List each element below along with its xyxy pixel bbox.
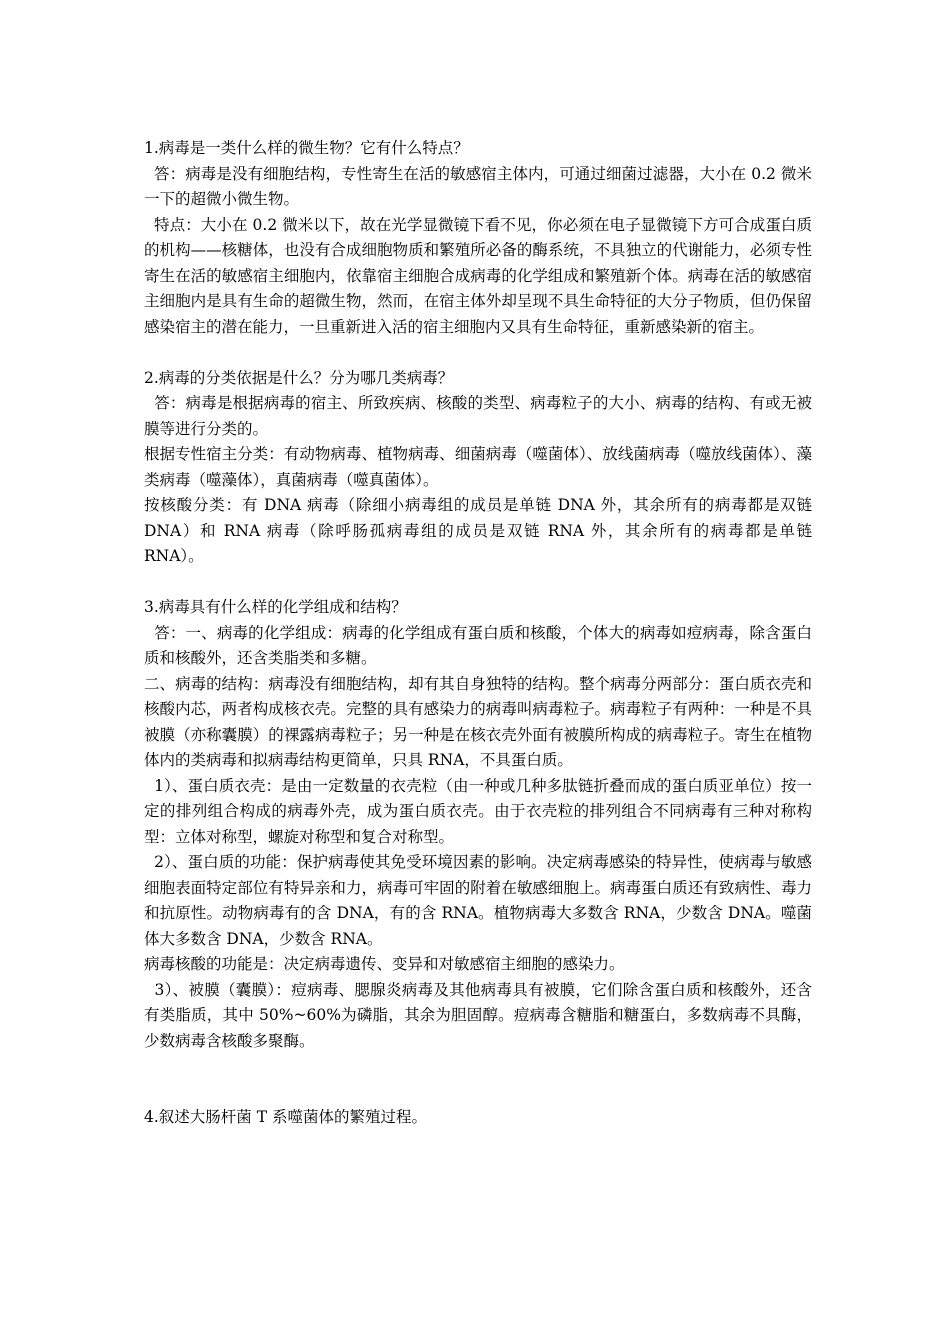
question-4-title: 4.叙述大肠杆菌 T 系噬菌体的繁殖过程。 [144, 1108, 427, 1126]
question-3-nucleic-function: 病毒核酸的功能是：决定病毒遗传、变异和对敏感宿主细胞的感染力。 [144, 955, 625, 973]
question-1-title: 1.病毒是一类什么样的微生物？它有什么特点？ [144, 139, 469, 157]
question-3-title: 3.病毒具有什么样的化学组成和结构？ [144, 598, 407, 616]
question-3-item-1: 1）、蛋白质衣壳：是由一定数量的衣壳粒（由一种或几种多肽链折叠而成的蛋白质亚单位）按一定的排列组合构成的病毒外壳，成为蛋白质衣壳。由于衣壳粒的排列组合不同病毒有三种对称构型：立体对称型，螺旋对称型和复合对称型。 [144, 776, 812, 846]
question-3-item-3: 3）、被膜（囊膜）：痘病毒、腮腺炎病毒及其他病毒具有被膜，它们除含蛋白质和核酸外，还含有类脂质，其中 50%~60%为磷脂，其余为胆固醇。痘病毒含糖脂和糖蛋白，多数病毒不具酶，少数病毒含核酸多聚酶。 [144, 980, 812, 1050]
question-2-by-host: 根据专性宿主分类：有动物病毒、植物病毒、细菌病毒（噬菌体）、放线菌病毒（噬放线菌体）、藻类病毒（噬藻体），真菌病毒（噬真菌体）。 [144, 445, 812, 489]
spacer [144, 570, 812, 596]
question-2-title: 2.病毒的分类依据是什么？分为哪几类病毒？ [144, 368, 454, 387]
spacer [144, 340, 812, 366]
question-3-item-2: 2）、蛋白质的功能：保护病毒使其免受环境因素的影响。决定病毒感染的特异性，使病毒与敏感细胞表面特定部位有特异亲和力，病毒可牢固的附着在敏感细胞上。病毒蛋白质还有致病性、毒力和抗原性。动物病毒有的含 DNA，有的含 RNA。植物病毒大多数含 RNA，少数含 DNA。噬菌体大多数含 DNA，少数含 RNA。 [144, 853, 812, 948]
question-1-features: 特点：大小在 0.2 微米以下，故在光学显微镜下看不见，你必须在电子显微镜下方可合成蛋白质的机构——核糖体，也没有合成细胞物质和繁殖所必备的酶系统，不具独立的代谢能力，必须专性寄生在活的敏感宿主细胞内，依靠宿主细胞合成病毒的化学组成和繁殖新个体。病毒在活的敏感宿主细胞内是具有生命的超微生物，然而，在宿主体外却呈现不具生命特征的大分子物质，但仍保留感染宿主的潜在能力，一旦重新进入活的宿主细胞内又具有生命特征，重新感染新的宿主。 [144, 215, 812, 336]
question-2-answer: 答：病毒是根据病毒的宿主、所致疾病、核酸的类型、病毒粒子的大小、病毒的结构、有或无被膜等进行分类的。 [144, 394, 812, 438]
question-3-answer: 答：一、病毒的化学组成：病毒的化学组成有蛋白质和核酸，个体大的病毒如痘病毒，除含蛋白质和核酸外，还含类脂类和多糖。 [144, 623, 812, 667]
document-page [144, 136, 817, 1131]
spacer [144, 1054, 812, 1105]
question-1-answer: 答：病毒是没有细胞结构，专性寄生在活的敏感宿主体内，可通过细菌过滤器，大小在 0.2 微米一下的超微小微生物。 [144, 164, 812, 208]
question-3-structure: 二、病毒的结构：病毒没有细胞结构，却有其自身独特的结构。整个病毒分两部分：蛋白质衣壳和核酸内芯，两者构成核衣壳。完整的具有感染力的病毒叫病毒粒子。病毒粒子有两种：一种是不具被膜（亦称囊膜）的裸露病毒粒子；另一种是在核衣壳外面有被膜所构成的病毒粒子。寄生在植物体内的类病毒和拟病毒结构更简单，只具 RNA，不具蛋白质。 [144, 674, 812, 769]
question-2-by-nucleic: 按核酸分类：有 DNA 病毒（除细小病毒组的成员是单链 DNA 外，其余所有的病毒都是双链 DNA）和 RNA 病毒（除呼肠孤病毒组的成员是双链 RNA 外，其余所有的病毒都是单链 RNA）。 [144, 496, 817, 565]
